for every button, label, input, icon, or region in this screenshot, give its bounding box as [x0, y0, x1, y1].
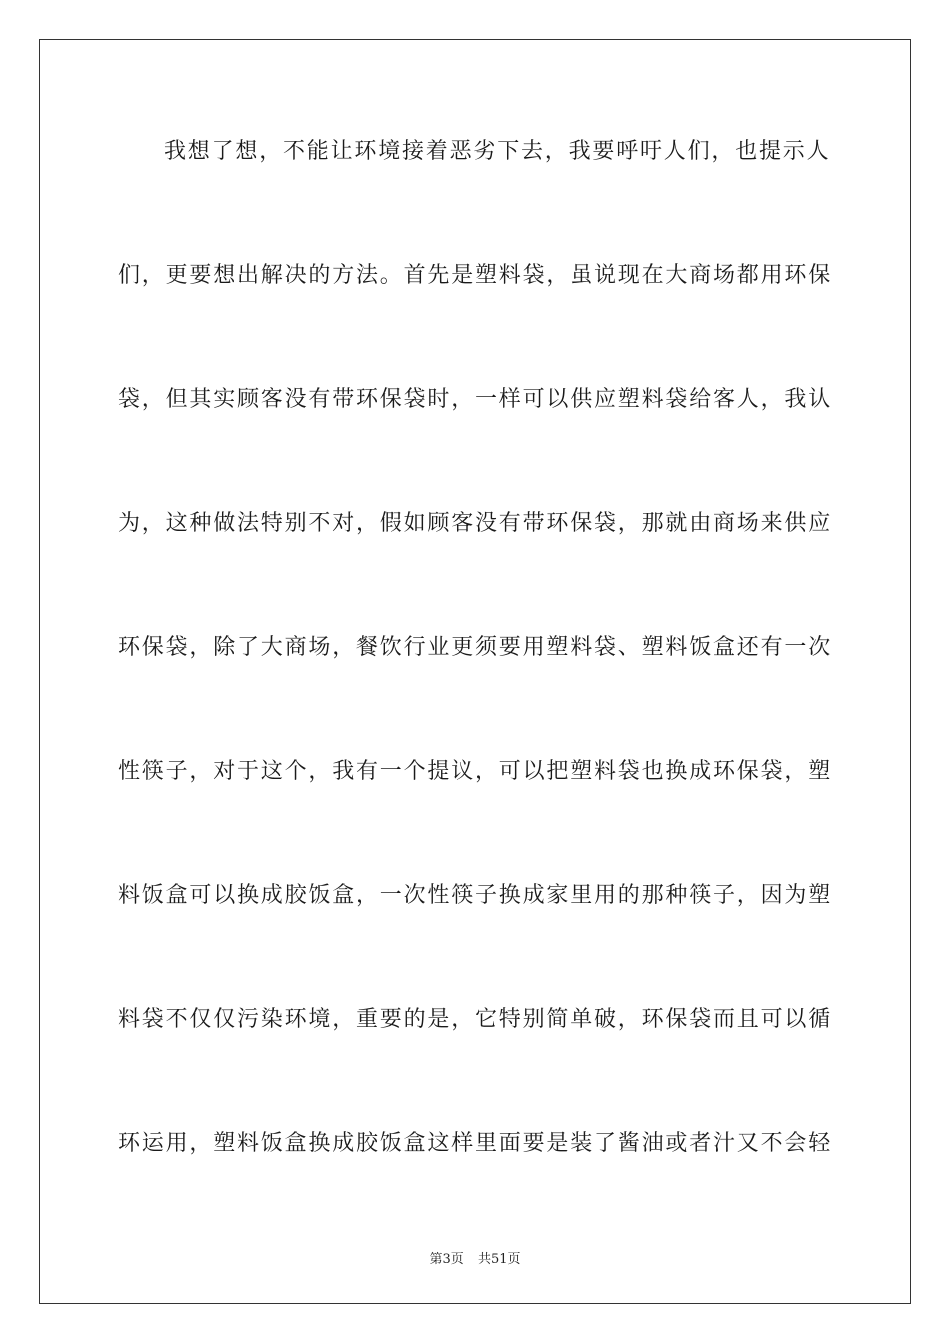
text-line: 袋，但其实顾客没有带环保袋时，一样可以供应塑料袋给客人，我认 — [118, 387, 833, 412]
text-line: 料袋不仅仅污染环境，重要的是，它特别简单破，环保袋而且可以循 — [118, 1007, 833, 1032]
text-line: 我想了想，不能让环境接着恶劣下去，我要呼吁人们，也提示人 — [164, 139, 831, 164]
page-number: 第3页 — [429, 1252, 464, 1267]
text-line: 们，更要想出解决的方法。首先是塑料袋，虽说现在大商场都用环保 — [118, 263, 833, 288]
text-line: 为，这种做法特别不对，假如顾客没有带环保袋，那就由商场来供应 — [118, 511, 833, 536]
page-footer — [0, 1248, 950, 1267]
text-line: 料饭盒可以换成胶饭盒，一次性筷子换成家里用的那种筷子，因为塑 — [118, 883, 833, 908]
text-line: 性筷子，对于这个，我有一个提议，可以把塑料袋也换成环保袋，塑 — [118, 759, 833, 784]
page-total: 共51页 — [477, 1252, 521, 1267]
text-line: 环保袋，除了大商场，餐饮行业更须要用塑料袋、塑料饭盒还有一次 — [118, 635, 833, 660]
document-body — [118, 122, 832, 1238]
text-line: 环运用，塑料饭盒换成胶饭盒这样里面要是装了酱油或者汁又不会轻 — [118, 1131, 833, 1156]
